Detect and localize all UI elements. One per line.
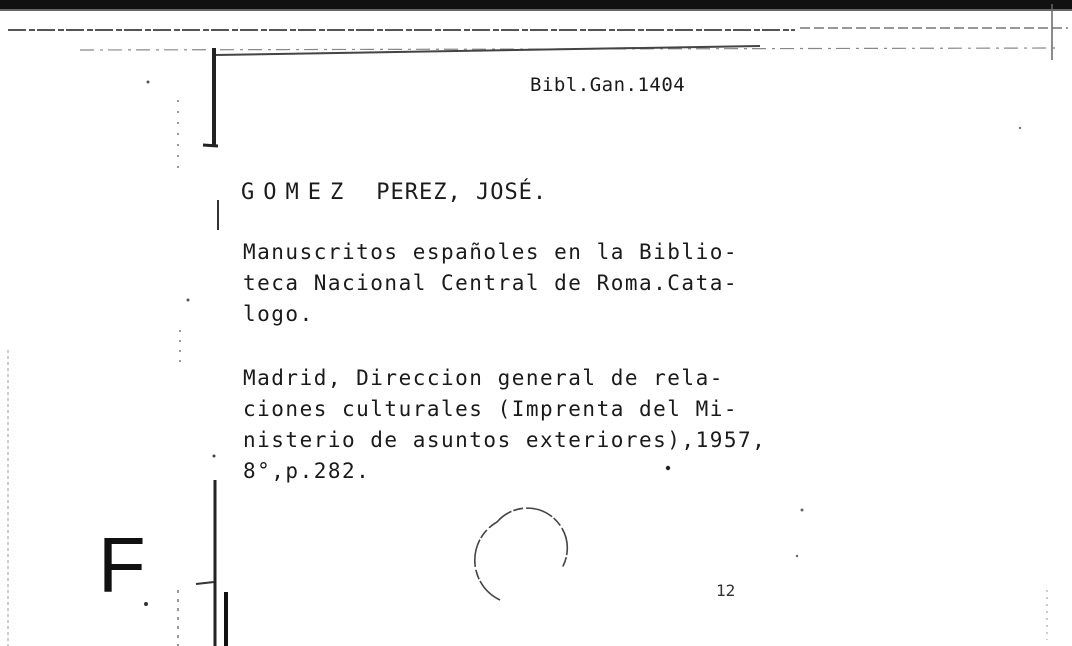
- stamp-number: 12: [716, 581, 736, 600]
- call-number: Bibl.Gan.1404: [530, 74, 686, 96]
- title-line: teca Nacional Central de Roma.Cata-: [243, 271, 739, 295]
- author-given-name: PEREZ, JOSÉ.: [376, 180, 548, 205]
- margin-letter: F: [98, 521, 146, 609]
- title-block: [243, 237, 738, 330]
- author-surname: GOMEZ: [241, 180, 353, 205]
- imprint-line: ciones culturales (Imprenta del Mi-: [243, 397, 739, 421]
- imprint-line: nisterio de asuntos exteriores),1957,: [243, 428, 767, 452]
- imprint-line: Madrid, Direccion general de rela-: [243, 366, 724, 390]
- title-line: logo.: [243, 302, 314, 326]
- imprint-line: 8°,p.282.: [243, 459, 371, 483]
- title-line: Manuscritos españoles en la Biblio-: [243, 240, 739, 264]
- imprint-block: [243, 363, 766, 487]
- author-heading: [241, 180, 547, 205]
